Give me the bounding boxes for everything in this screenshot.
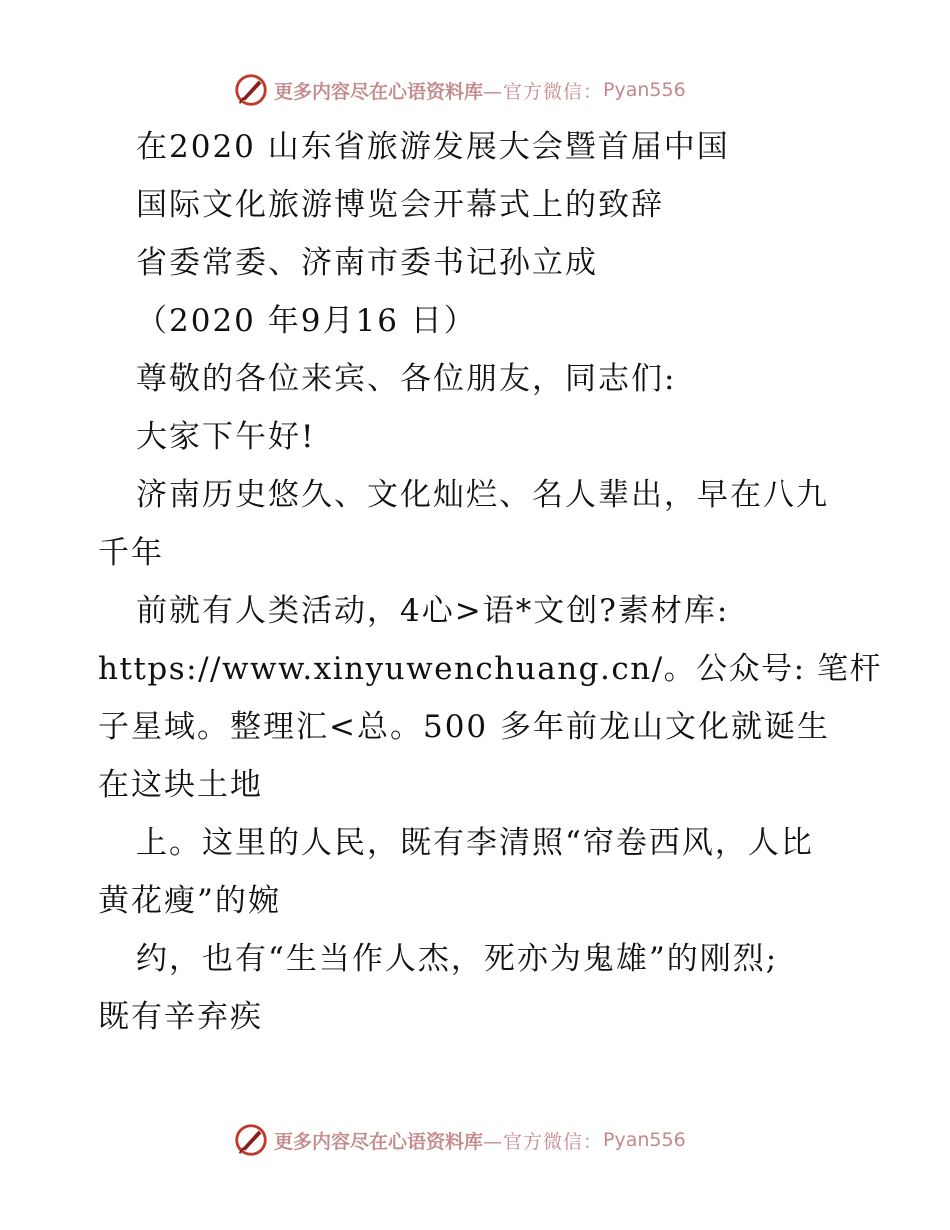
footer-watermark (232, 1120, 752, 1160)
salutation-line: 尊敬的各位来宾、各位朋友，同志们: (136, 361, 677, 397)
watermark-handle: Pyan556 (603, 79, 686, 101)
watermark-suffix-text: —官方微信： (483, 1130, 604, 1153)
paragraph-line: 约，也有“生当作人杰，死亦为鬼雄”的刚烈; (136, 941, 779, 977)
paragraph-line: 千年 (98, 535, 164, 571)
paragraph-line: 黄花瘦”的婉 (98, 883, 281, 919)
paragraph-line: 子星域。整理汇<总。500 多年前龙山文化就诞生 (98, 709, 830, 745)
title-line-2: 国际文化旅游博览会开幕式上的致辞 (136, 187, 664, 223)
author-line: 省委常委、济南市委书记孙立成 (136, 245, 598, 281)
title-line-1: 在2020 山东省旅游发展大会暨首届中国 (136, 129, 730, 165)
greeting-line: 大家下午好! (136, 419, 316, 455)
paragraph-line: 既有辛弃疾 (98, 999, 263, 1035)
watermark-main-text: 更多内容尽在心语资料库 (274, 80, 484, 103)
watermark-main-text: 更多内容尽在心语资料库 (274, 1130, 484, 1153)
paragraph-line: 济南历史悠久、文化灿烂、名人辈出，早在八九 (136, 477, 829, 513)
feather-pen-circle-icon (232, 1121, 270, 1159)
paragraph-line: 前就有人类活动，4心>语*文创?素材库: (136, 593, 730, 629)
watermark-suffix-text: —官方微信： (483, 80, 604, 103)
header-watermark (232, 70, 752, 110)
paragraph-line: 在这块土地 (98, 767, 263, 803)
paragraph-line: 上。这里的人民，既有李清照“帘卷西风，人比 (136, 825, 814, 861)
feather-pen-circle-icon (232, 71, 270, 109)
watermark-handle: Pyan556 (603, 1129, 686, 1151)
date-line: （2020 年9月16 日） (136, 303, 477, 339)
document-body (98, 118, 882, 1046)
paragraph-line: https://www.xinyuwenchuang.cn/。公众号: 笔杆 (98, 651, 882, 687)
